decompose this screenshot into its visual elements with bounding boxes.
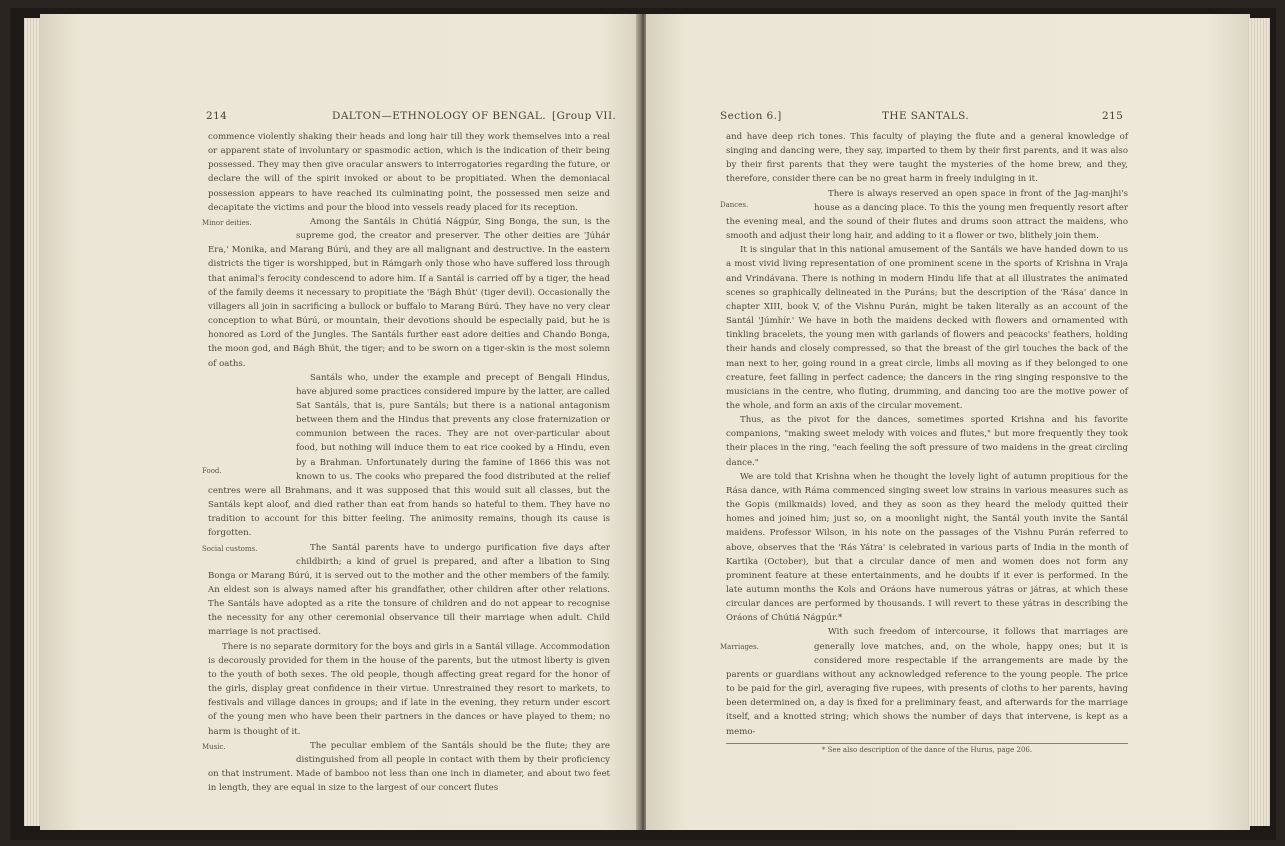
paragraph: Social customs. The Santál parents have to undergo purification five days after childbirth; a kind of gruel is prepared, and after a libation to Sing Bonga or Marang Búrú, it is served out to the mother and the other members of the family. An eldest son is always named after his grandfather, other children after other relations. The Santáls have adopted as a rite the tonsure of children and do not appear to recognise the necessity for any other ceremonial observance till their marriage when adult. Child marriage is not practised. (202, 542, 610, 638)
left-page-number: 214 (206, 110, 228, 122)
side-note: Music. (202, 742, 226, 751)
paragraph: Marriages. With such freedom of intercourse, it follows that marriages are generally love matches, and, on the whole, happy ones; but it is considered more respectable if the arrangements are made by the parents or guardians without any acknowledged reference to the young people. The price to be paid for the girl, averaging five rupees, with presents of cloths to her parents, having been determined on, a day is fixed for a preliminary feast, and afterwards for the marriage itself, and a knotted string; which shows the number of days that intervene, is kept as a memo- (720, 627, 1128, 737)
side-note: Dances. (720, 200, 749, 209)
paragraph: Minor deities. Among the Santáls in Chútiá Nágpúr, Sing Bonga, the sun, is the supreme god, the creator and preserver. The other deities are 'Júhár Era,' Monika, and Marang Búrú, and they are all malignant and destructive. In the eastern districts the tiger is worshipped, but in Rámgarh only those who have suffered loss through that animal's ferocity condescend to adore him. If a Santál is carried off by a tiger, the head of the family deems it necessary to propitiate the 'Bágh Bhút' (tiger devil). Occasionally the villagers all join in sacrificing a bullock or buffalo to Marang Búrú. They have no very clear conception to what Búrú, or mountain, their devotions should be especially paid, but he is honored as Lord of the Jungles. The Santáls further east adore deities and Chando Bonga, the moon god, and Bágh Bhút, the tiger; and to be sworn on a tiger-skin is the most solemn of oaths. (202, 216, 610, 369)
book-spread (10, 8, 1276, 840)
paragraph: There is no separate dormitory for the boys and girls in a Santál village. Accommodation is decorously provided for them in the house of the parents, but the utmost liberty is given to the youth of both sexes. The old people, though affecting great regard for the honor of the girls, display great confidence in their virtue. Unrestrained they resort to markets, to festivals and village dances in groups; and if late in the evening, they return under escort of the young men who have been their partners in the dances or have played to them; no harm is thought of it. (208, 641, 610, 737)
paragraph: Thus, as the pivot for the dances, sometimes sported Krishna and his favorite companions, "making sweet melody with voices and flutes," but more frequently they took their places in the ring, "each feeling the soft pressure of two maidens in the great circling dance." (726, 415, 1128, 468)
right-page-number: 215 (1102, 110, 1124, 122)
footnote: * See also description of the dance of the Hurus, page 206. (726, 743, 1128, 755)
left-running-title: DALTON—ETHNOLOGY OF BENGAL. (332, 110, 546, 122)
side-note: Food. (202, 466, 222, 475)
paragraph: It is singular that in this national amusement of the Santáls we have handed down to us a most vivid living representation of one prominent scene in the sports of Krishna in Vraja and Vrindávana. There is nothing in modern Hindu life that at all illustrates the animated scenes so graphically delineated in the Puráns; but the description of the 'Rása' dance in chapter XIII, book V, of the Vishnu Purán, might be taken literally as an account of the Santál 'Júmhír.' We have in both the maidens decked with flowers and ornamented with tinkling bracelets, the young men with garlands of flowers and peacocks' feathers, holding their hands and closely compressed, so that the breast of the girl touches the back of the man next to her, going round in a great circle, limbs all moving as if they belonged to one creature, feet falling in perfect cadence; the dancers in the ring singing responsive to the musicians in the centre, who fluting, drumming, and dancing too are the motive power of the whole, and form an axis of the circular movement. (726, 245, 1128, 411)
left-section-label: [Group VII. (552, 110, 617, 122)
paragraph: and have deep rich tones. This faculty of playing the flute and a general knowledge of singing and dancing were, they say, imparted to them by their first parents, and it was also by their first parents that they were taught the mysteries of the home brew, and they, therefore, consider there can be no great harm in freely indulging in it. (726, 132, 1128, 185)
right-page-edges (1248, 18, 1270, 826)
paragraph: We are told that Krishna when he thought the lovely light of autumn propitious for the Rása dance, with Ráma commenced singing sweet low strains in various measures such as the Gopis (milkmaids) loved, and they as soon as they heard the melody quitted their homes and joined him; just so, on a moonlight night, the Santál youth invite the Santál maidens. Professor Wilson, in his note on the passages of the Vishnu Purán referred to above, observes that the 'Rás Yátra' is celebrated in various parts of India in the month of Kartika (October), but that a circular dance of men and women does not form any prominent feature at these entertainments, and he doubts if it ever is performed. In the late autumn months the Kols and Oráons have numerous yátras or játras, at which these circular dances are performed by thousands. I will revert to these yátras in describing the Oráons of Chútiá Nágpúr.* (726, 471, 1128, 624)
paragraph: commence violently shaking their heads and long hair till they work themselves into a real or apparent state of involuntary or spasmodic action, which is the indication of their being possessed. They may then give oracular answers to interrogatories regarding the future, or declare the will of the spirit invoked or about to be propitiated. When the demoniacal possession appears to have reached its culminating point, the possessed men seize and decapitate the victims and pour the blood into vessels ready placed for its reception. (208, 132, 610, 213)
paragraph: Dances. There is always reserved an open space in front of the Jag-manjhi's house as a dancing place. To this the young men frequently resort after the evening meal, and the sound of their flutes and drums soon attract the maidens, who smooth and adjust their long hair, and adding to it a flower or two, blithely join them. (720, 188, 1128, 242)
left-page (40, 14, 640, 830)
left-body-text (202, 130, 610, 795)
right-section-label: Section 6.] (720, 110, 782, 122)
right-page (646, 14, 1250, 830)
side-note: Marriages. (720, 643, 759, 652)
paragraph: Music. The peculiar emblem of the Santáls should be the flute; they are distinguished from all people in contact with them by their proficiency on that instrument. Made of bamboo not less than one inch in diameter, and about two feet in length, they are equal in size to the largest of our concert flutes (202, 740, 610, 794)
right-body-text (720, 130, 1128, 755)
paragraph: Food. Santáls who, under the example and precept of Bengali Hindus, have abjured some practices considered impure by the latter, are called Sat Santáls, that is, pure Santáls; but there is a national antagonism between them and the Hindus that prevents any close fraternization or communion between the races. They are not over-particular about food, but nothing will induce them to eat rice cooked by a Hindu, even by a Brahman. Unfortunately during the famine of 1866 this was not known to us. The cooks who prepared the food distributed at the relief centres were all Brahmans, and it was supposed that this would suit all classes, but the Santáls kept aloof, and died rather than eat from hands so hateful to them. They have no tradition to account for this bitter feeling. The animosity remains, though its cause is forgotten. (202, 372, 610, 539)
side-note: Social customs. (202, 544, 258, 553)
side-note: Minor deities. (202, 218, 252, 227)
right-running-title: THE SANTALS. (882, 110, 970, 122)
